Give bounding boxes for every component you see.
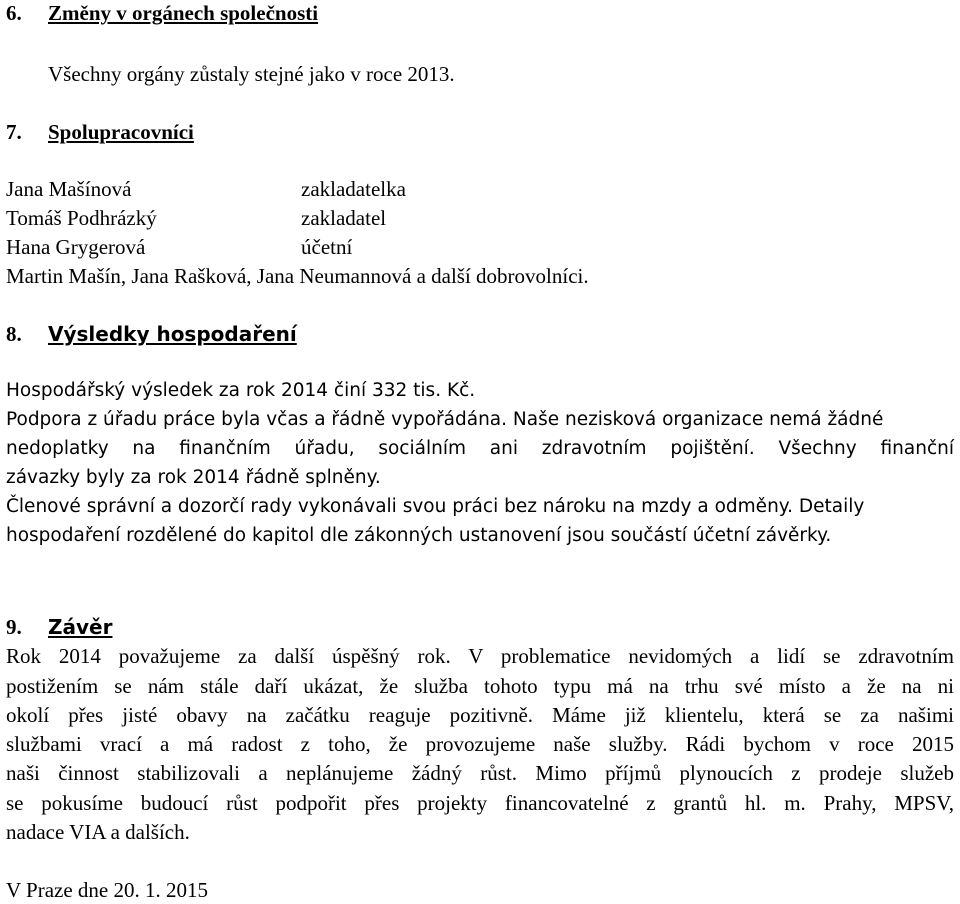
person-name: Hana Grygerová [6,235,146,259]
section-8-line: Členové správní a dozorčí rady vykonávali svou práci bez nároku na mzdy a odměny. Detaily [6,496,865,517]
section-9-line: postižením se nám stále daří ukázat, že služba tohoto typu má na trhu své místo a že na ni [6,674,954,698]
section-8-line: Podpora z úřadu práce byla včas a řádně vypořádána. Naše nezisková organizace nemá žádné [6,409,884,430]
section-9-line: naši činnost stabilizovali a neplánujeme žádný růst. Mimo příjmů plynoucích z prodeje služeb [6,761,954,785]
section-6-text: Všechny orgány zůstaly stejné jako v roce 2013. [48,62,455,86]
person-name: Tomáš Podhrázký [6,206,157,230]
section-9-heading [6,617,112,638]
section-8-line: Hospodářský výsledek za rok 2014 činí 332 tis. Kč. [6,380,476,401]
person-role: zakladatelka [301,177,406,201]
section-6-number: 6. [6,1,22,25]
person-role: účetní [301,235,353,259]
section-9-number: 9. [6,615,22,639]
section-8-title: Výsledky hospodaření [48,322,297,346]
section-9-line: Rok 2014 považujeme za další úspěšný rok. V problematice nevidomých a lidí se zdravotním [6,644,954,668]
section-8-line: nedoplatky na finančním úřadu, sociálním ani zdravotním pojištění. Všechny finanční [6,438,954,459]
section-8-number: 8. [6,322,22,346]
section-8-line: závazky byly za rok 2014 řádně splněny. [6,467,381,488]
section-8-heading [6,324,297,345]
section-9-line: službami vrací a má radost z toho, že provozujeme naše služby. Rádi bychom v roce 2015 [6,732,954,756]
section-7-heading [6,122,194,143]
other-collaborators: Martin Mašín, Jana Rašková, Jana Neumannová a další dobrovolníci. [6,264,589,288]
section-6-title: Změny v orgánech společnosti [48,1,319,25]
section-9-line: okolí přes jisté obavy na začátku reaguje pozitivně. Máme již klientelu, která se za našimi [6,703,954,727]
person-role: zakladatel [301,206,387,230]
section-7-number: 7. [6,120,22,144]
section-6-heading [6,3,318,24]
section-9-title: Závěr [48,615,113,639]
person-name: Jana Mašínová [6,177,132,201]
section-8-line: hospodaření rozdělené do kapitol dle zákonných ustanovení jsou součástí účetní závěrky. [6,525,832,546]
section-9-line: nadace VIA a dalších. [6,820,190,844]
section-9-line: se pokusíme budoucí růst podpořit přes projekty financovatelné z grantů hl. m. Prahy, MPSV, [6,791,954,815]
place-and-date: V Praze dne 20. 1. 2015 [6,878,208,902]
section-7-title: Spolupracovníci [48,120,194,144]
